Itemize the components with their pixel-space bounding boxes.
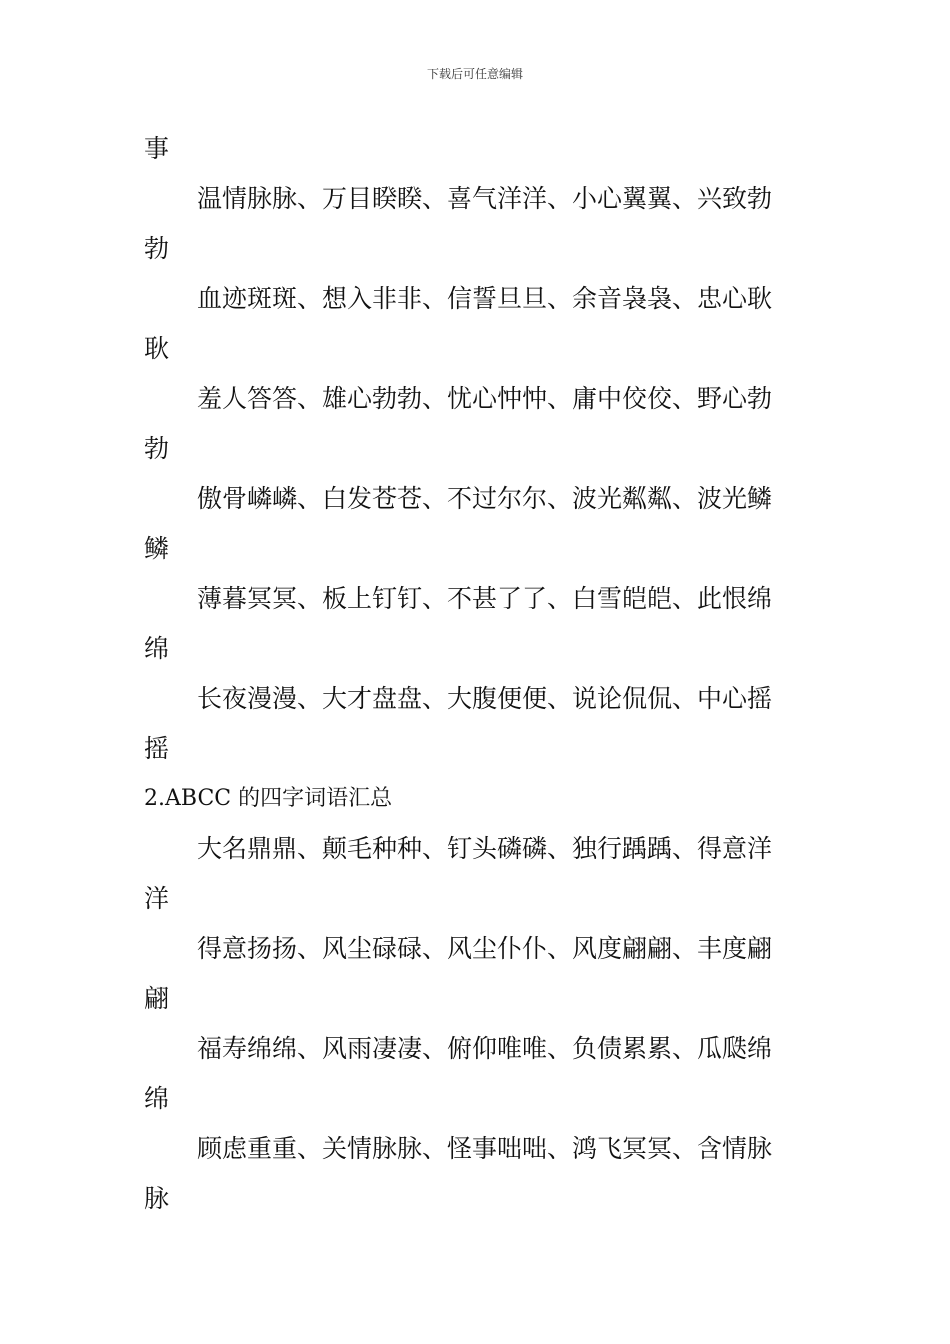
text-line: 顾虑重重、关情脉脉、怪事咄咄、鸿飞冥冥、含情脉 (197, 1134, 773, 1163)
text-line: 事 (144, 134, 170, 163)
text-line: 勃 (144, 234, 170, 263)
text-line: 勃 (144, 434, 170, 463)
text-line: 洋 (144, 884, 170, 913)
text-line: 脉 (144, 1184, 170, 1213)
section-heading: 2.ABCC 的四字词语汇总 (144, 786, 393, 811)
text-line: 温情脉脉、万目睽睽、喜气洋洋、小心翼翼、兴致勃 (197, 184, 773, 213)
text-line: 血迹斑斑、想入非非、信誓旦旦、余音袅袅、忠心耿 (197, 284, 773, 313)
text-line: 耿 (144, 334, 170, 363)
text-line: 得意扬扬、风尘碌碌、风尘仆仆、风度翩翩、丰度翩 (197, 934, 773, 963)
text-line: 绵 (144, 1084, 170, 1113)
text-line: 翩 (144, 984, 170, 1013)
text-line: 羞人答答、雄心勃勃、忧心忡忡、庸中佼佼、野心勃 (197, 384, 773, 413)
document-body (144, 124, 810, 1224)
text-line: 大名鼎鼎、颠毛种种、钉头磷磷、独行踽踽、得意洋 (197, 834, 773, 863)
text-line: 福寿绵绵、风雨凄凄、俯仰唯唯、负债累累、瓜瓞绵 (197, 1034, 773, 1063)
text-line: 长夜漫漫、大才盘盘、大腹便便、说论侃侃、中心摇 (197, 684, 773, 713)
page-header: 下载后可任意编辑 (426, 67, 523, 81)
text-line: 绵 (144, 634, 170, 663)
text-line: 摇 (144, 734, 170, 763)
text-line: 薄暮冥冥、板上钉钉、不甚了了、白雪皑皑、此恨绵 (197, 584, 773, 613)
text-line: 鳞 (144, 534, 170, 563)
text-line: 傲骨嶙嶙、白发苍苍、不过尔尔、波光粼粼、波光鳞 (197, 484, 773, 513)
